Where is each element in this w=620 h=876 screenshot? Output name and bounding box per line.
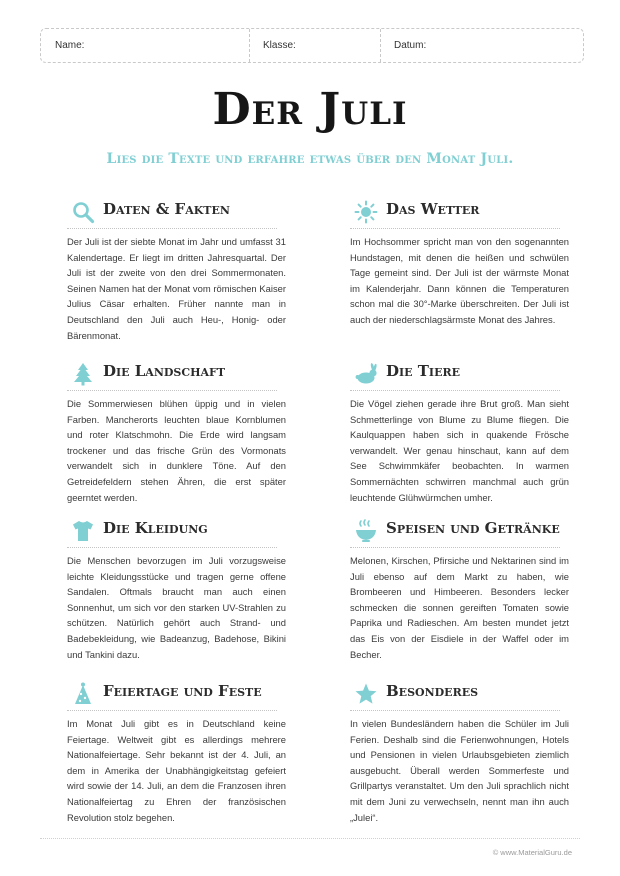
section-title: Feiertage und Feste [103, 682, 262, 700]
section-divider [67, 390, 277, 391]
date-label: Datum: [394, 40, 427, 51]
section-speisen-getraenke [350, 517, 572, 660]
footer-copyright: © www.MaterialGuru.de [492, 848, 572, 857]
star-icon [354, 682, 378, 706]
section-title: Speisen und Getränke [386, 519, 560, 537]
section-title: Die Kleidung [103, 519, 208, 537]
section-daten-fakten [67, 198, 289, 341]
page-subtitle: Lies die Texte und erfahre etwas über den Monat Juli. [106, 151, 514, 167]
section-divider [350, 710, 560, 711]
food-bowl-icon [354, 519, 378, 543]
section-besonderes [350, 680, 572, 823]
section-die-kleidung [67, 517, 289, 660]
class-label: Klasse: [263, 40, 296, 51]
section-title: Besonderes [386, 682, 479, 700]
date-field[interactable] [380, 29, 580, 62]
section-text: In vielen Bundesländern haben die Schüler im Juli Ferien. Deshalb sind die Ferienwohnungen, Hotels und Pensionen in vielen Urlaubsgebieten ziemlich ausgebucht. Überall werden Sommerfeste und Grillpartys veranstaltet. Um den Juli sprachlich nicht mit dem Juni zu verwechseln, nennt man ihn auch „Julei“. [350, 718, 569, 823]
tree-icon [71, 362, 95, 386]
tshirt-icon [71, 519, 95, 543]
section-text: Der Juli ist der siebte Monat im Jahr und umfasst 31 Kalendertage. Er liegt im dritten Jahresquartal. Der Juli ist der zweite von den drei Sommermonaten. Seinen Namen hat der Monat vom römischen Kaiser Julius Cäsar erhalten. Früher nannte man in Deutschland den Juli auch Heu-, Honig- oder Bärenmonat. [67, 236, 286, 341]
rabbit-icon [354, 362, 378, 386]
section-feiertage-feste [67, 680, 289, 823]
section-divider [67, 710, 277, 711]
section-text: Melonen, Kirschen, Pfirsiche und Nektarinen sind im Juli ebenso auf dem Markt zu haben, wie Brombeeren und Himbeeren. Besonders lecker schmecken die sonnen gereiften Tomaten sowie Paprika und Radieschen. Am besten mundet jetzt das Eis von der Eisdiele in der Waffel oder im Becher. [350, 555, 569, 660]
section-divider [67, 228, 277, 229]
name-label: Name: [55, 40, 85, 51]
sun-icon [354, 200, 378, 224]
section-text: Im Hochsommer spricht man von den sogenannten Hundstagen, mit denen die heißen und schwülen Tage gemeint sind. Der Juli ist der wärmste Monat im Kalenderjahr. Dann können die Temperaturen schon mal die 30°-Marke überschreiten. Der Juli ist auch der niederschlagsärmste Monat des Jahres. [350, 236, 569, 325]
section-divider [350, 390, 560, 391]
section-title: Daten & Fakten [103, 200, 230, 218]
section-text: Im Monat Juli gibt es in Deutschland keine Feiertage. Weltweit gibt es allerdings mehrere Nationalfeiertage. Sehr bekannt ist der 4. Juli, an dem in Amerika der Unabhängigkeitstag gefeiert wird sowie der 14. Juli, an dem die Franzosen ihren Nationalfeiertag zu Ehren der französischen Revolution stolz begehen. [67, 718, 286, 823]
section-divider [350, 547, 560, 548]
page-title: Der Juli [212, 84, 408, 135]
section-title: Die Tiere [386, 362, 460, 380]
section-title: Das Wetter [386, 200, 480, 218]
section-die-landschaft [67, 360, 289, 503]
section-das-wetter [350, 198, 572, 325]
party-hat-icon [71, 682, 95, 706]
section-title: Die Landschaft [103, 362, 226, 380]
name-field[interactable] [41, 29, 249, 62]
section-text: Die Menschen bevorzugen im Juli vorzugsweise leichte Kleidungsstücke und tragen gerne offene Sandalen. Oftmals braucht man auch einen Sonnenhut, um sich vor den starken UV-Strahlen zu schützen. Natürlich gehört auch Strand- und Badebekleidung, wie Badeanzug, Badehose, Bikini und Tankini dazu. [67, 555, 286, 660]
section-text: Die Sommerwiesen blühen üppig und in vielen Farben. Mancherorts leuchten blaue Kornblumen und roter Klatschmohn. Die Erde wird langsam trockener und das frische Grün des Vormonats verwandelt sich in dunklere Töne. Auf den Getreidefeldern stehen Ähren, die erst später geerntet werden. [67, 398, 286, 503]
section-die-tiere [350, 360, 572, 503]
section-divider [67, 547, 277, 548]
section-text: Die Vögel ziehen gerade ihre Brut groß. Man sieht Schmetterlinge von Blume zu Blume fliegen. Die Kaulquappen haben sich in quakende Frösche verwandelt. Wer genau hinschaut, kann auf dem See Schwimmkäfer beobachten. In warmen Sommernächten schwirren manchmal auch grün leuchtende Glühwürmchen umher. [350, 398, 569, 503]
student-info-box [40, 28, 584, 63]
magnifier-icon [71, 200, 95, 224]
footer-divider [40, 838, 580, 839]
section-divider [350, 228, 560, 229]
class-field[interactable] [249, 29, 380, 62]
